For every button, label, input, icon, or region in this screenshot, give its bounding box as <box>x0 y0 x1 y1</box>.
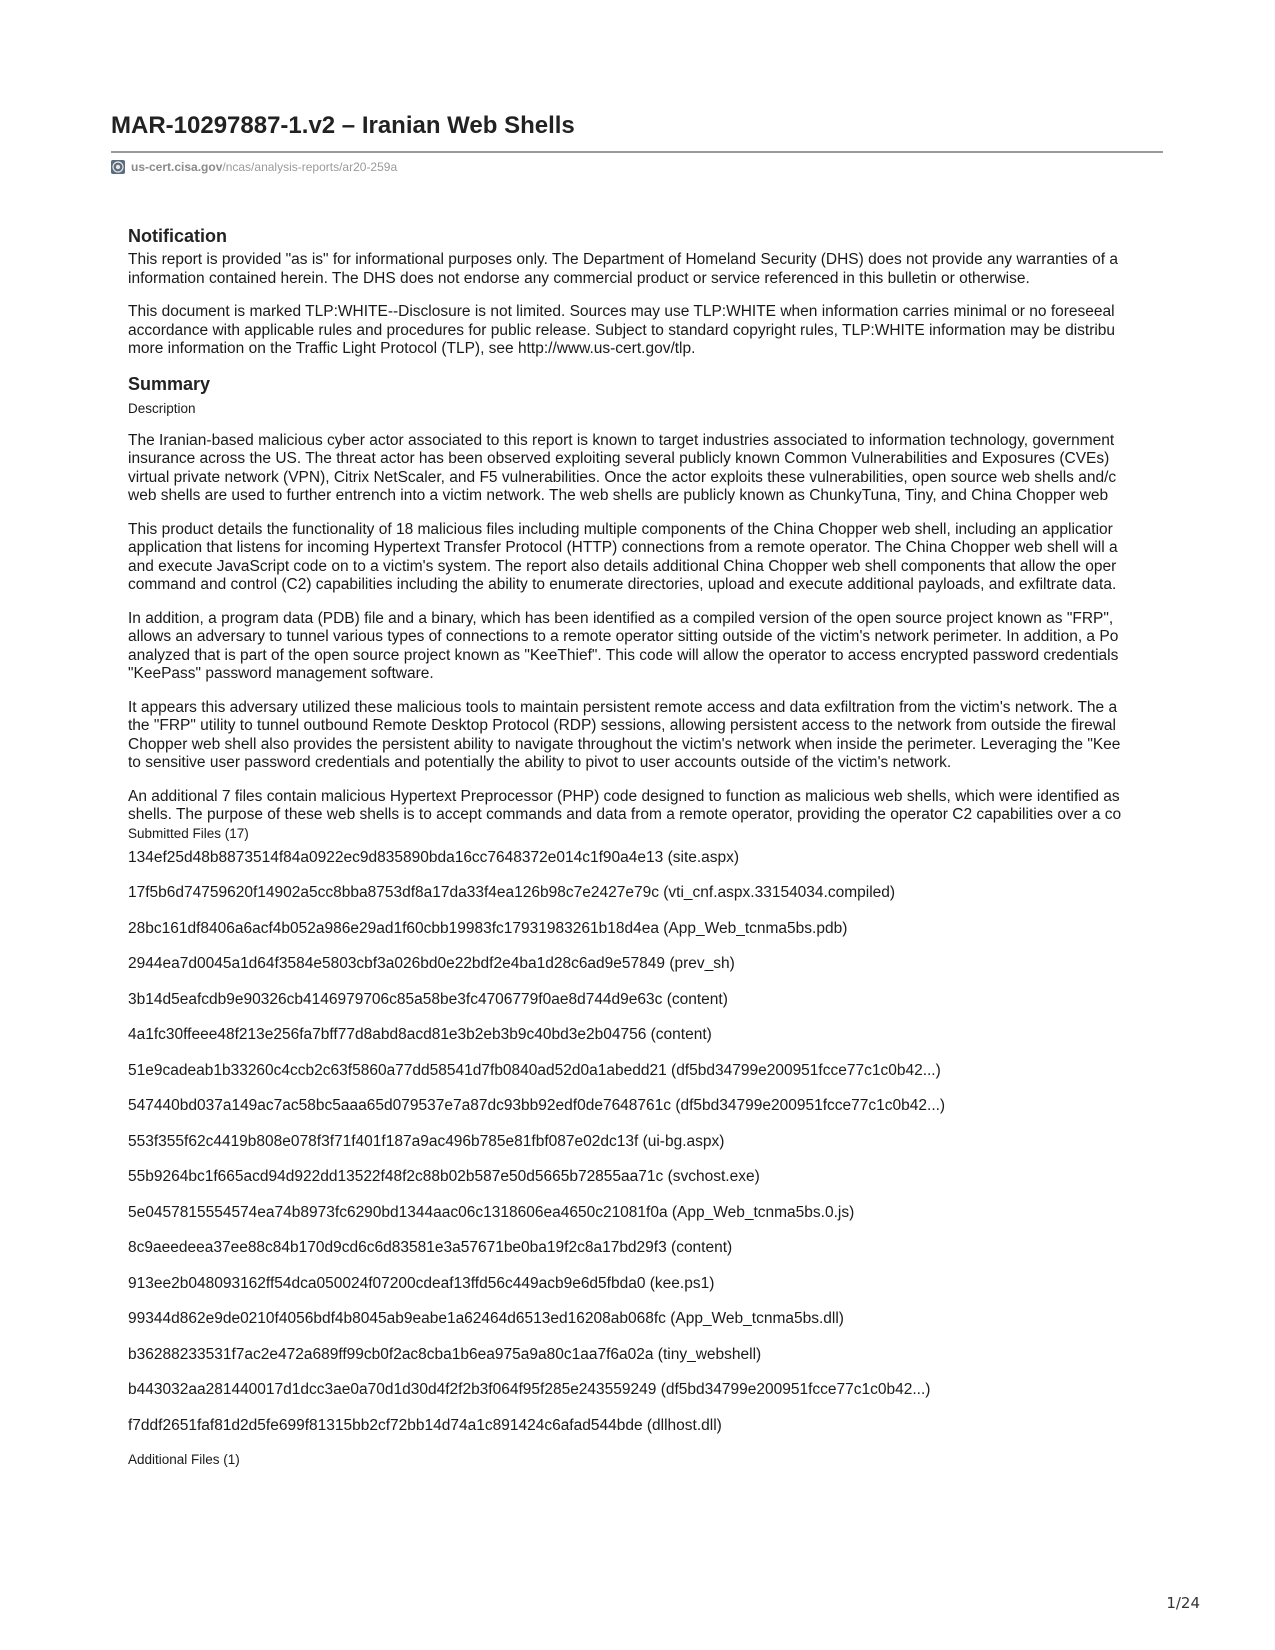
cisa-seal-icon <box>111 160 125 174</box>
source-path: /ncas/analysis-reports/ar20-259a <box>222 160 398 174</box>
file-entry: 8c9aeedeea37ee88c84b170d9cd6c6d83581e3a57671be0ba19f2c8a17bd29f3 (content) <box>128 1239 733 1256</box>
file-entry: 913ee2b048093162ff54dca050024f07200cdeaf13ffd56c449acb9e6d5fbda0 (kee.ps1) <box>128 1274 715 1292</box>
file-entry: 55b9264bc1f665acd94d922dd13522f48f2c88b02b587e50d5665b72855aa71c (svchost.exe) <box>128 1168 760 1185</box>
file-entry: f7ddf2651faf81d2d5fe699f81315bb2cf72bb14d74a1c891424c6afad544bde (dllhost.dll) <box>128 1416 722 1434</box>
summary-paragraph-4: It appears this adversary utilized these malicious tools to maintain persistent remote access and data exfiltration from the victim's network. The a the "FRP" utility to tunnel outbound Remote Desktop Protocol (RDP) sessions, allowing persistent access to the network from outside the firewal Chopper web shell also provides the persistent ability to navigate throughout the victim's network when inside the perimeter. Leveraging the "Kee to sensitive user password credentials and potentially the ability to pivot to user accounts outside of the victim's network. <box>128 698 1121 771</box>
file-entry: b36288233531f7ac2e472a689ff99cb0f2ac8cba1b6ea975a9a80c1aa7f6a02a (tiny_webshell) <box>128 1345 762 1363</box>
summary-heading: Summary <box>128 373 211 394</box>
title-divider <box>111 151 1163 153</box>
file-entry: 5e0457815554574ea74b8973fc6290bd1344aac06c1318606ea4650c21081f0a (App_Web_tcnma5bs.0.js) <box>128 1203 855 1221</box>
report-body <box>128 225 1188 1468</box>
file-entry: 547440bd037a149ac7ac58bc5aaa65d079537e7a87dc93bb92edf0de7648761c (df5bd34799e200951fcce77c1c0b42...) <box>128 1097 946 1114</box>
submitted-files-list <box>128 849 1188 1452</box>
notification-heading: Notification <box>128 226 227 246</box>
additional-files-label: Additional Files (1) <box>128 1451 240 1467</box>
submitted-files-label: Submitted Files (17) <box>128 825 249 841</box>
file-entry: 134ef25d48b8873514f84a0922ec9d835890bda16cc7648372e014c1f90a4e13 (site.aspx) <box>128 848 740 866</box>
notification-paragraph-2: This document is marked TLP:WHITE--Disclosure is not limited. Sources may use TLP:WHITE when information carries minimal or no foreseeal accordance with applicable rules and procedures for public release. Subject to standard copyright rules, TLP:WHITE information may be distribu more information on the Traffic Light Protocol (TLP), see http://www.us-cert.gov/tlp. <box>128 303 1116 357</box>
file-entry: 3b14d5eafcdb9e90326cb4146979706c85a58be3fc4706779f0ae8d744d9e63c (content) <box>128 990 728 1008</box>
summary-paragraph-2: This product details the functionality of 18 malicious files including multiple components of the China Chopper web shell, including an applicatior application that listens for incoming Hypertext Transfer Protocol (HTTP) connections from a remote operator. The China Chopper web shell will a and execute JavaScript code on to a victim's system. The report also details additional China Chopper web shell components that allow the oper command and control (C2) capabilities including the ability to enumerate directories, upload and execute additional payloads, and exfiltrate data. <box>128 520 1118 593</box>
file-entry: 28bc161df8406a6acf4b052a986e29ad1f60cbb19983fc17931983261b18d4ea (App_Web_tcnma5bs.pdb) <box>128 919 848 937</box>
file-entry: 99344d862e9de0210f4056bdf4b8045ab9eabe1a62464d6513ed16208ab068fc (App_Web_tcnma5bs.dll) <box>128 1310 844 1327</box>
summary-paragraph-1: The Iranian-based malicious cyber actor associated to this report is known to target industries associated to information technology, government insurance across the US. The threat actor has been observed exploiting several publicly known Common Vulnerabilities and Exposures (CVEs) virtual private network (VPN), Citrix NetScaler, and F5 vulnerabilities. Once the actor exploits these vulnerabilities, open source web shells and/c web shells are used to further entrench into a victim network. The web shells are publicly known as ChunkyTuna, Tiny, and China Chopper web <box>128 431 1117 504</box>
file-entry: 17f5b6d74759620f14902a5cc8bba8753df8a17da33f4ea126b98c7e2427e79c (vti_cnf.aspx.33154034.compiled) <box>128 884 896 901</box>
summary-paragraph-5: An additional 7 files contain malicious Hypertext Preprocessor (PHP) code designed to function as malicious web shells, which were identified as shells. The purpose of these web shells is to accept commands and data from a remote operator, providing the operator C2 capabilities over a co <box>128 787 1122 823</box>
page-title: MAR-10297887-1.v2 – Iranian Web Shells <box>111 112 575 139</box>
source-url[interactable] <box>111 159 397 175</box>
source-domain: us-cert.cisa.gov <box>131 160 223 174</box>
file-entry: 51e9cadeab1b33260c4ccb2c63f5860a77dd58541d7fb0840ad52d0a1abedd21 (df5bd34799e200951fcce77c1c0b42...) <box>128 1061 941 1079</box>
summary-paragraph-3: In addition, a program data (PDB) file and a binary, which has been identified as a compiled version of the open source project known as "FRP", allows an adversary to tunnel various types of connections to a remote operator sitting outside of the victim's network perimeter. In addition, a Po analyzed that is part of the open source project known as "KeeThief". This code will allow the operator to access encrypted password credentials "KeePass" password management software. <box>128 609 1119 682</box>
file-entry: 553f355f62c4419b808e078f3f71f401f187a9ac496b785e81fbf087e02dc13f (ui-bg.aspx) <box>128 1132 725 1150</box>
file-entry: b443032aa281440017d1dcc3ae0a70d1d30d4f2f2b3f064f95f285e243559249 (df5bd34799e200951fcce77c1c0b42...) <box>128 1381 931 1398</box>
notification-paragraph-1: This report is provided "as is" for informational purposes only. The Department of Homeland Security (DHS) does not provide any warranties of a information contained herein. The DHS does not endorse any commercial product or service referenced in this bulletin or otherwise. <box>128 251 1118 287</box>
file-entry: 4a1fc30ffeee48f213e256fa7bff77d8abd8acd81e3b2eb3b9c40bd3e2b04756 (content) <box>128 1026 712 1043</box>
page-number: 1/24 <box>1166 1594 1200 1612</box>
file-entry: 2944ea7d0045a1d64f3584e5803cbf3a026bd0e22bdf2e4ba1d28c6ad9e57849 (prev_sh) <box>128 955 735 972</box>
description-subheading: Description <box>128 400 196 416</box>
